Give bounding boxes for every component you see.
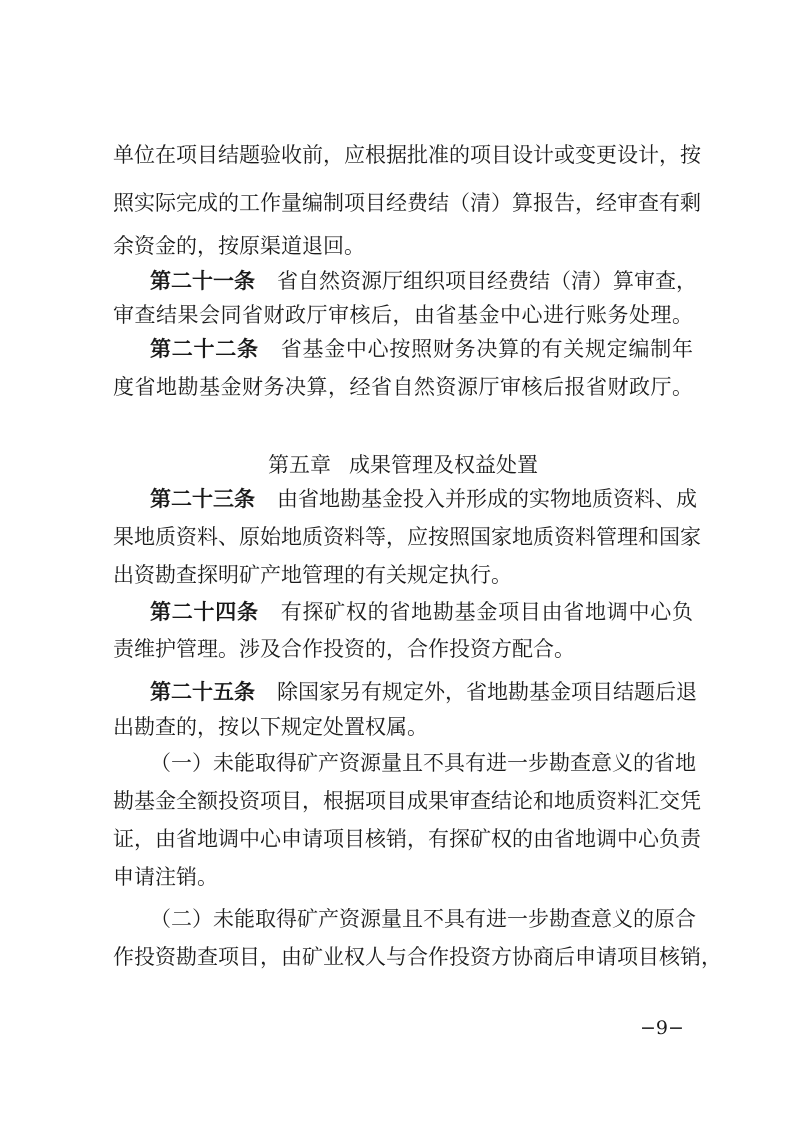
paragraph-line: 责维护管理。涉及合作投资的，合作投资方配合。 — [113, 637, 575, 661]
chapter-number: 第五章 — [268, 453, 331, 477]
list-item-1: （一）未能取得矿产资源量且不具有进一步勘查意义的省地 — [150, 751, 696, 775]
article-label: 第二十四条 — [150, 599, 259, 624]
paragraph-line: 果地质资料、原始地质资料等，应按照国家地质资料管理和国家 — [113, 525, 701, 549]
page-number: −9− — [640, 1017, 684, 1039]
article-label: 第二十二条 — [150, 336, 259, 361]
chapter-title: 成果管理及权益处置 — [349, 453, 538, 477]
article-label: 第二十一条 — [150, 268, 255, 293]
paragraph-line: 出资勘查探明矿产地管理的有关规定执行。 — [113, 563, 512, 587]
paragraph-line: 照实际完成的工作量编制项目经费结（清）算报告，经审查有剩 — [113, 191, 701, 215]
paragraph-line: 单位在项目结题验收前，应根据批准的项目设计或变更设计，按 — [113, 143, 701, 167]
paragraph-line: 余资金的，按原渠道退回。 — [113, 234, 365, 258]
chapter-heading — [113, 450, 693, 480]
paragraph-line: 证，由省地调中心申请项目核销，有探矿权的由省地调中心负责 — [113, 827, 701, 851]
paragraph-line: 勘基金全额投资项目，根据项目成果审查结论和地质资料汇交凭 — [113, 789, 701, 813]
article-text: 由省地勘基金投入并形成的实物地质资料、成 — [277, 487, 697, 511]
article-21 — [150, 266, 697, 296]
article-25 — [150, 677, 697, 707]
paragraph-line: 审查结果会同省财政厅审核后，由省基金中心进行账务处理。 — [113, 303, 693, 327]
article-label: 第二十三条 — [150, 486, 255, 511]
paragraph-line: 作投资勘查项目，由矿业权人与合作投资方协商后申请项目核销， — [113, 945, 722, 969]
article-text: 除国家另有规定外，省地勘基金项目结题后退 — [277, 680, 697, 704]
paragraph-line: 度省地勘基金财务决算，经省自然资源厅审核后报省财政厅。 — [113, 375, 693, 399]
article-text: 有探矿权的省地勘基金项目由省地调中心负 — [280, 600, 694, 624]
article-text: 省自然资源厅组织项目经费结（清）算审查， — [277, 269, 697, 293]
article-22 — [150, 334, 693, 364]
article-text: 省基金中心按照财务决算的有关规定编制年 — [280, 337, 694, 361]
paragraph-line: 申请注销。 — [113, 865, 218, 889]
article-label: 第二十五条 — [150, 679, 255, 704]
list-item-2: （二）未能取得矿产资源量且不具有进一步勘查意义的原合 — [150, 907, 696, 931]
article-23 — [150, 484, 697, 514]
paragraph-line: 出勘查的，按以下规定处置权属。 — [113, 715, 428, 739]
article-24 — [150, 597, 693, 627]
